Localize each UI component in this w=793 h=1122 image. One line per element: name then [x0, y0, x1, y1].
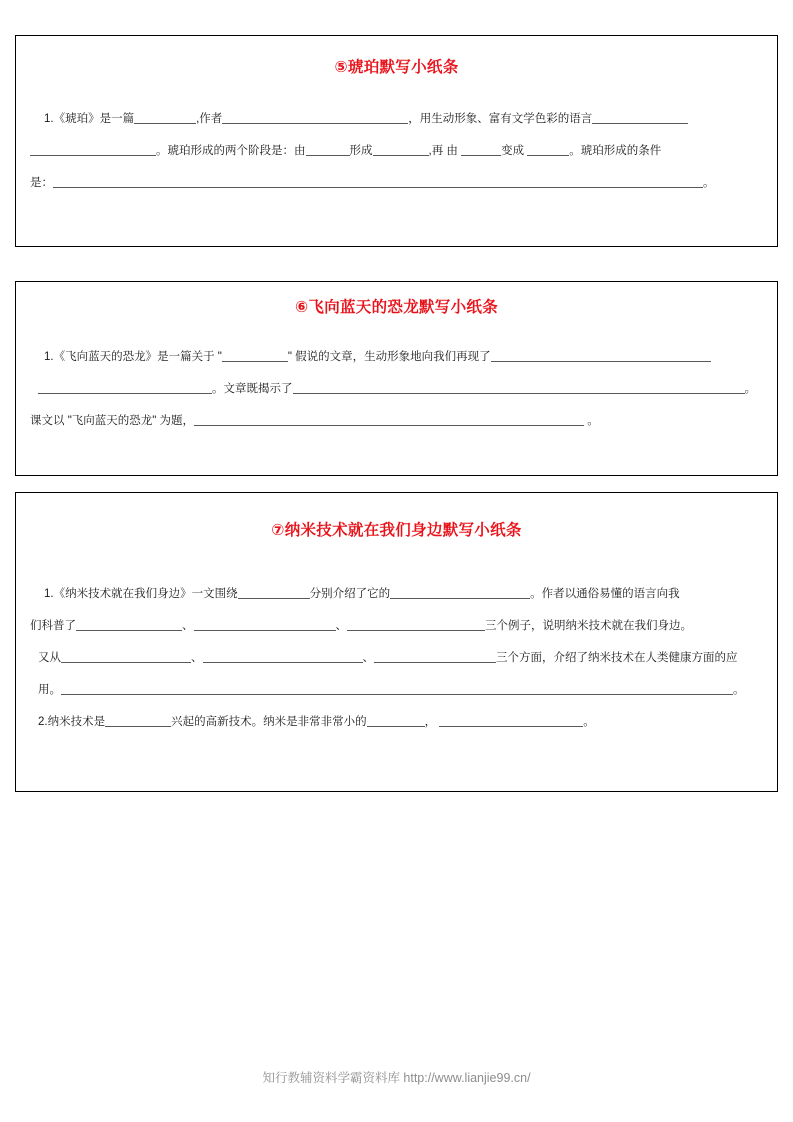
fill-in-blank[interactable] — [293, 382, 745, 394]
static-text: 们科普了 — [30, 619, 76, 632]
section-3-title: ⑦纳米技术就在我们身边默写小纸条 — [271, 522, 522, 539]
question-line — [30, 350, 763, 363]
static-text: 是： — [30, 176, 53, 189]
section-2-title: ⑥飞向蓝天的恐龙默写小纸条 — [294, 299, 499, 316]
static-text: " 假说的文章，生动形象地向我们再现了 — [287, 350, 491, 363]
static-text: 又从 — [38, 651, 61, 664]
static-text: 。 — [703, 176, 715, 189]
fill-in-blank[interactable] — [373, 144, 429, 156]
question-line — [30, 112, 763, 125]
fill-in-blank[interactable] — [203, 651, 363, 663]
static-text: 1.《琥珀》是一篇 — [44, 112, 135, 125]
section-1-body — [16, 112, 777, 189]
fill-in-blank[interactable] — [491, 350, 711, 362]
fill-in-blank[interactable] — [105, 715, 171, 727]
static-text: 1.《纳米技术就在我们身边》一文围绕 — [44, 587, 238, 600]
static-text: 、 — [362, 651, 374, 664]
static-text: 形成 — [349, 144, 373, 157]
static-text: 兴起的高新技术。纳米是非常非常小的 — [171, 715, 367, 728]
section-3-body — [16, 587, 777, 728]
static-text: 。琥珀形成的两个阶段是：由 — [156, 144, 306, 157]
fill-in-blank[interactable] — [527, 144, 569, 156]
fill-in-blank[interactable] — [61, 683, 733, 695]
static-text: 用。 — [38, 683, 61, 696]
fill-in-blank[interactable] — [134, 112, 196, 124]
fill-in-blank[interactable] — [367, 715, 425, 727]
fill-in-blank[interactable] — [53, 176, 703, 188]
question-line — [30, 176, 763, 189]
fill-in-blank[interactable] — [461, 144, 501, 156]
fill-in-blank[interactable] — [592, 112, 688, 124]
static-text: ,再 由 — [428, 144, 462, 157]
question-line — [30, 715, 763, 728]
static-text: 分别介绍了它的 — [309, 587, 391, 600]
fill-in-blank[interactable] — [439, 715, 583, 727]
worksheet-section-3 — [15, 492, 778, 792]
question-line — [30, 144, 763, 157]
question-line — [30, 651, 763, 664]
static-text: 、 — [182, 619, 194, 632]
question-line — [30, 414, 763, 427]
static-text: 三个例子，说明纳米技术就在我们身边。 — [485, 619, 692, 632]
static-text: 。 — [733, 683, 745, 696]
static-text: 变成 — [501, 144, 528, 157]
fill-in-blank[interactable] — [347, 619, 485, 631]
section-1-title: ⑤琥珀默写小纸条 — [334, 59, 459, 76]
static-text: 。琥珀形成的条件 — [569, 144, 662, 157]
static-text: ,作者 — [196, 112, 223, 125]
fill-in-blank[interactable] — [390, 587, 530, 599]
fill-in-blank[interactable] — [194, 414, 584, 426]
question-line — [30, 587, 763, 600]
fill-in-blank[interactable] — [76, 619, 182, 631]
fill-in-blank[interactable] — [30, 144, 156, 156]
static-text: ， — [424, 715, 440, 728]
worksheet-section-2 — [15, 281, 778, 476]
static-text: 、 — [191, 651, 203, 664]
fill-in-blank[interactable] — [374, 651, 496, 663]
static-text: 课文以 "飞向蓝天的恐龙" 为题， — [30, 414, 195, 427]
question-line — [30, 619, 763, 632]
static-text: 。文章既揭示了 — [212, 382, 293, 395]
fill-in-blank[interactable] — [306, 144, 350, 156]
static-text: 。 — [583, 715, 595, 728]
static-text: 。作者以通俗易懂的语言向我 — [530, 587, 680, 600]
worksheet-section-1 — [15, 35, 778, 247]
fill-in-blank[interactable] — [222, 112, 408, 124]
fill-in-blank[interactable] — [61, 651, 191, 663]
static-text: 三个方面，介绍了纳米技术在人类健康方面的应 — [496, 651, 738, 664]
static-text: 1.《飞向蓝天的恐龙》是一篇关于 " — [44, 350, 222, 363]
static-text: ，用生动形象、富有文学色彩的语言 — [408, 112, 593, 125]
static-text: 。 — [744, 382, 756, 395]
fill-in-blank[interactable] — [222, 350, 288, 362]
fill-in-blank[interactable] — [238, 587, 310, 599]
static-text: 。 — [584, 414, 599, 427]
footer-watermark: 知行教辅资料学霸资料库 http://www.lianjie99.cn/ — [262, 1071, 531, 1085]
fill-in-blank[interactable] — [38, 382, 212, 394]
question-line — [30, 382, 763, 395]
question-line — [30, 683, 763, 696]
static-text: 2.纳米技术是 — [38, 715, 106, 728]
static-text: 、 — [335, 619, 347, 632]
fill-in-blank[interactable] — [194, 619, 336, 631]
section-2-body — [16, 350, 777, 427]
